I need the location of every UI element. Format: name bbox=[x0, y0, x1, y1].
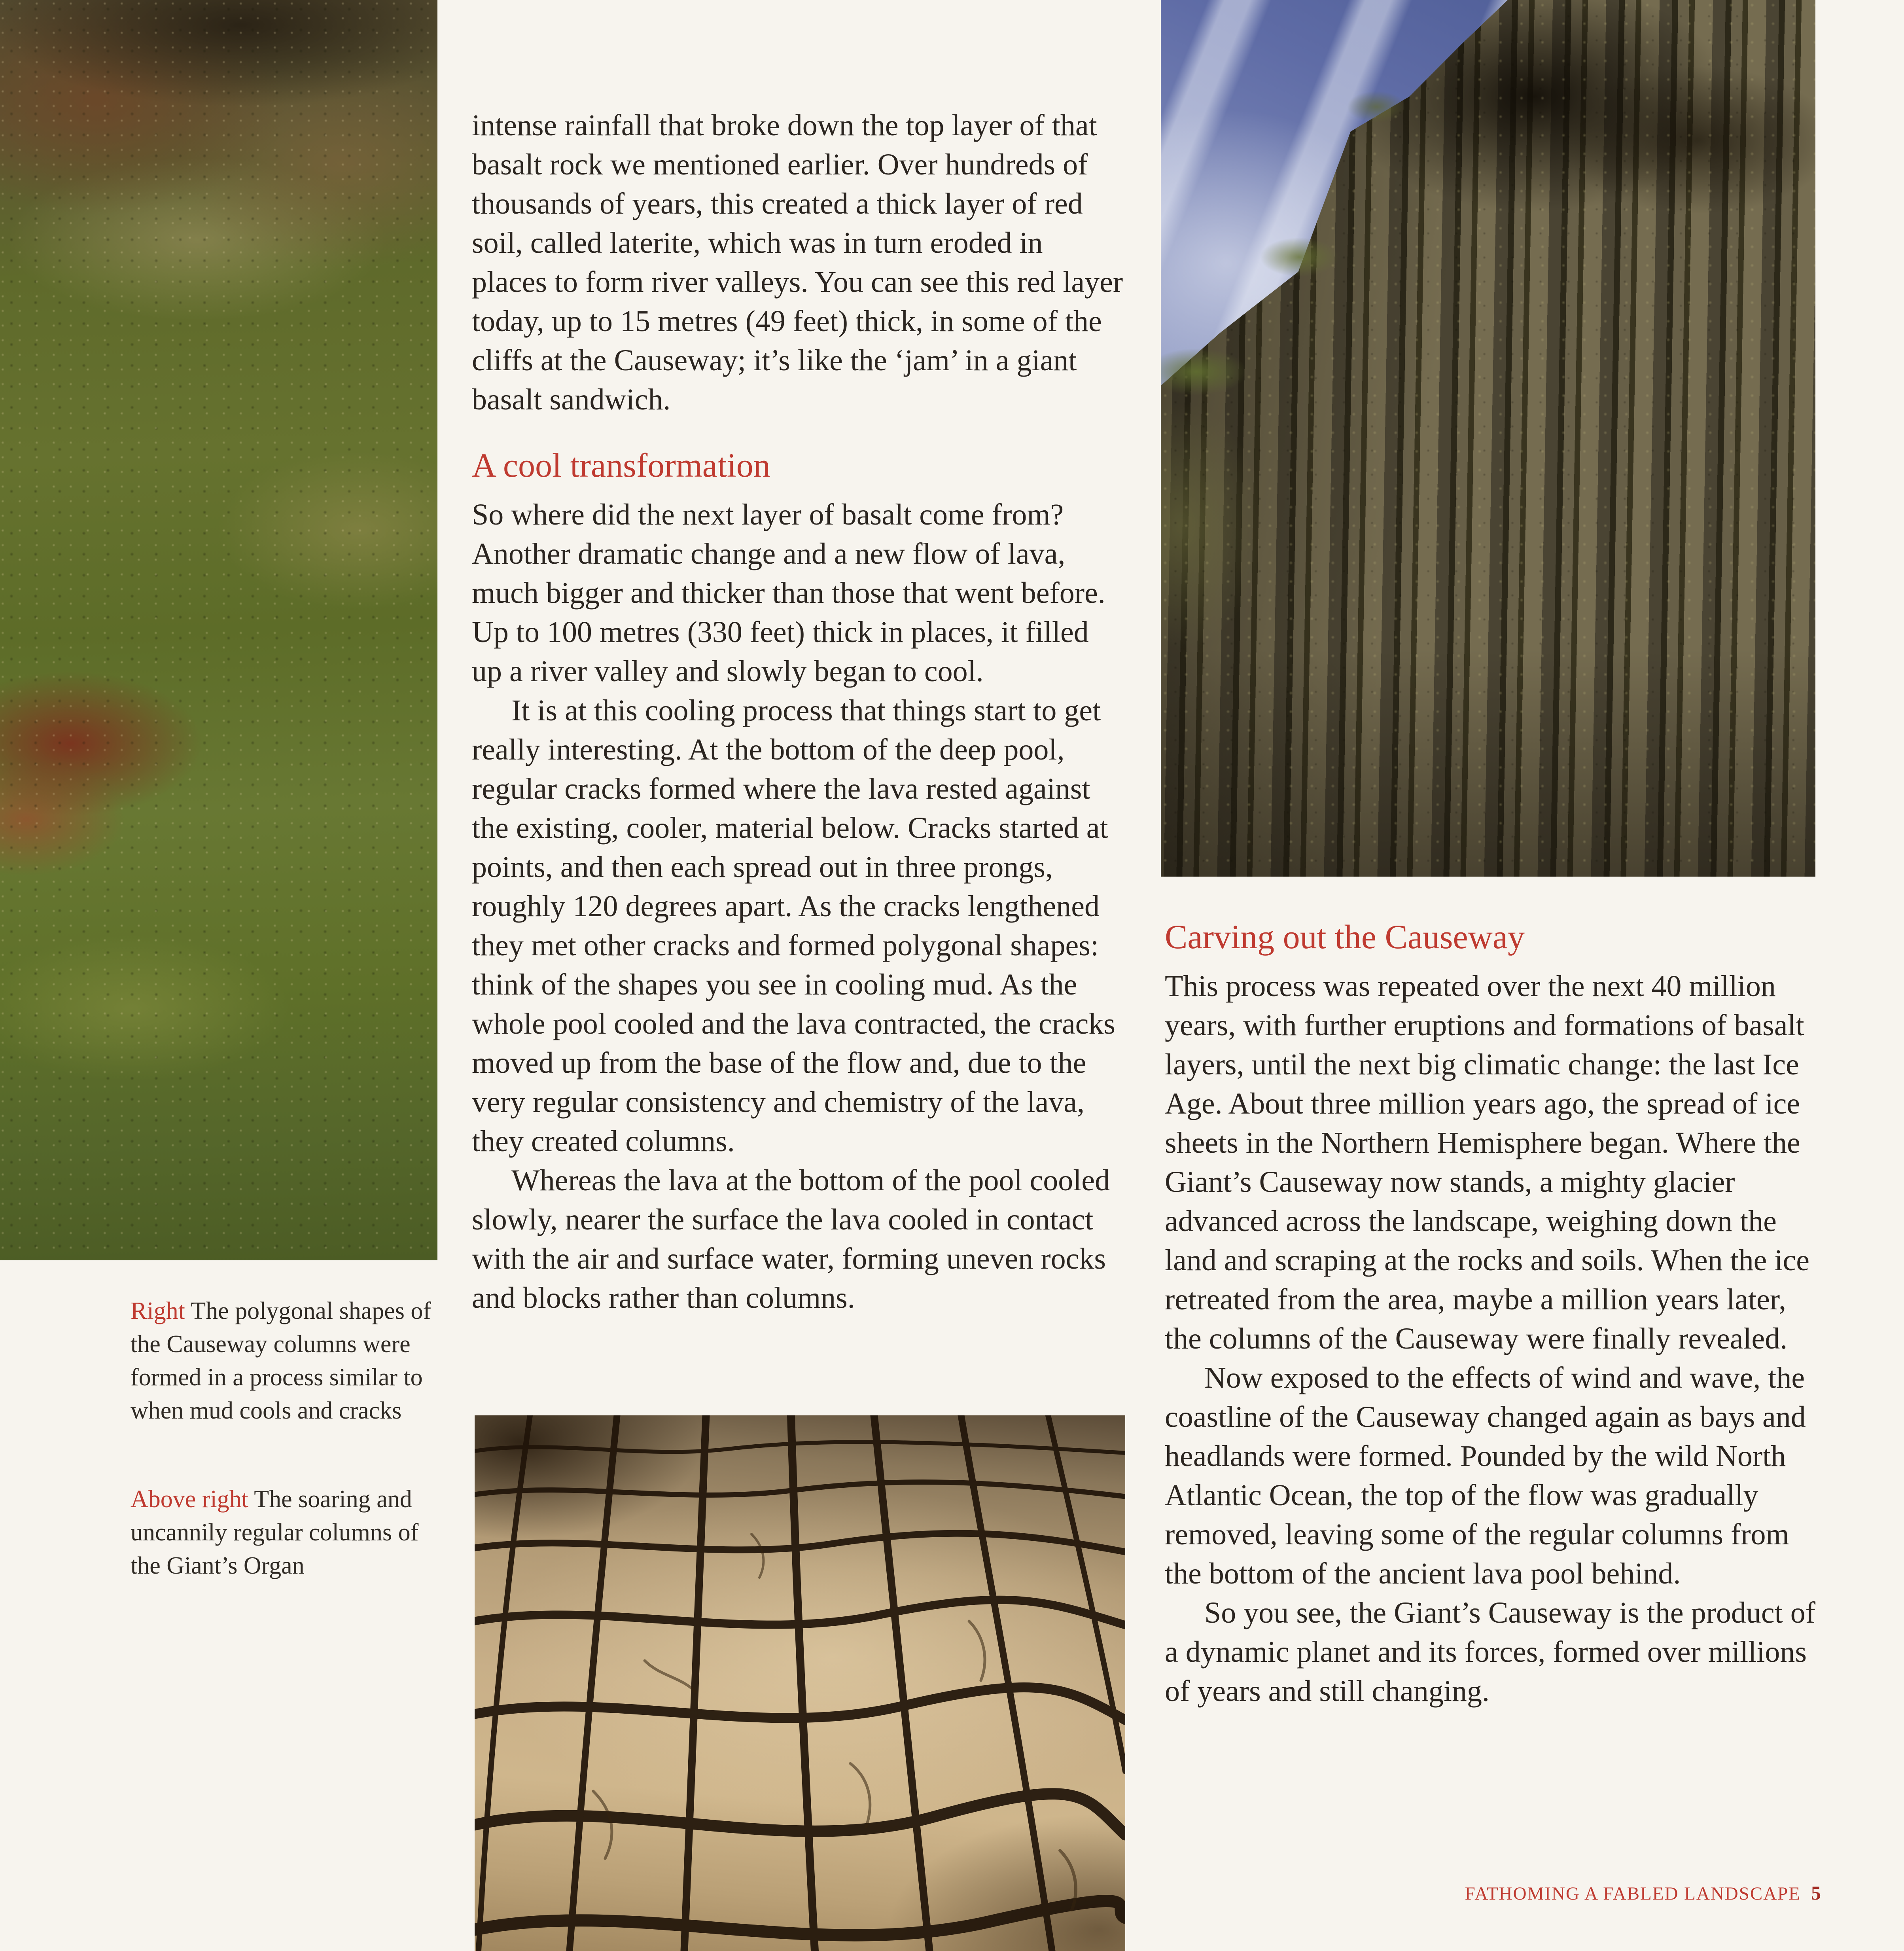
right-text-column bbox=[1165, 917, 1817, 1711]
page-footer bbox=[1465, 1881, 1822, 1904]
caption-text: The polygonal shapes of the Causeway columns were formed in a process similar to when mud cools and cracks bbox=[131, 1298, 432, 1424]
grass-tuft bbox=[1347, 91, 1406, 123]
grass-tuft bbox=[1260, 237, 1339, 277]
footer-page-number: 5 bbox=[1811, 1882, 1822, 1904]
caption-above-right bbox=[131, 1483, 439, 1582]
caption-text: The soaring and uncannily regular columns of the Giant’s Organ bbox=[131, 1486, 419, 1579]
body-paragraph: Now exposed to the effects of wind and wave, the coastline of the Causeway changed again as bays and headlands were formed. Pounded by the wild North Atlantic Ocean, the top of the flow was gradually removed, leaving some of the regular columns from the bottom of the ancient lava pool behind. bbox=[1165, 1361, 1806, 1590]
mud-cracks-illustration bbox=[475, 1415, 1125, 1951]
giants-organ-photo bbox=[1161, 0, 1815, 877]
section-heading-carving-causeway: Carving out the Causeway bbox=[1165, 918, 1525, 956]
middle-text-column bbox=[472, 106, 1124, 1318]
section-heading-cool-transformation: A cool transformation bbox=[472, 446, 770, 484]
body-paragraph: So you see, the Giant’s Causeway is the product of a dynamic planet and its forces, formed over millions of years and still changing. bbox=[1165, 1596, 1816, 1708]
body-paragraph: So where did the next layer of basalt come from? Another dramatic change and a new flow of lava, much bigger and thicker than those that went before. Up to 100 metres (330 feet) thick in places, it filled up a river valley and slowly began to cool. bbox=[472, 498, 1105, 688]
cracked-mud-photo bbox=[475, 1415, 1125, 1951]
body-paragraph: Whereas the lava at the bottom of the pool cooled slowly, nearer the surface the lava cooled in contact with the air and surface water, forming uneven rocks and blocks rather than columns. bbox=[472, 1164, 1110, 1315]
footer-running-title: FATHOMING A FABLED LANDSCAPE bbox=[1465, 1883, 1801, 1904]
caption-lead: Right bbox=[131, 1298, 185, 1324]
continued-paragraph: intense rainfall that broke down the top layer of that basalt rock we mentioned earlier. Over hundreds of thousands of years, this created a thick layer of red soil, called laterite, which was in turn eroded in places to form river valleys. You can see this red layer today, up to 15 metres (49 feet) thick, in some of the cliffs at the Causeway; it’s like the ‘jam’ in a giant basalt sandwich. bbox=[472, 109, 1123, 416]
caption-lead: Above right bbox=[131, 1486, 248, 1513]
basalt-columns-rock-face bbox=[1161, 0, 1815, 877]
caption-right bbox=[131, 1294, 439, 1427]
cliff-photo bbox=[0, 0, 437, 1260]
body-paragraph: It is at this cooling process that things start to get really interesting. At the bottom of the deep pool, regular cracks formed where the lava rested against the existing, cooler, material below. Cracks started at points, and then each spread out in three prongs, roughly 120 degrees apart. As the cracks lengthened they met other cracks and formed polygonal shapes: think of the shapes you see in cooling mud. As the whole pool cooled and the lava contracted, the cracks moved up from the base of the flow and, due to the very regular consistency and chemistry of the lava, they created columns. bbox=[472, 694, 1115, 1158]
body-paragraph: This process was repeated over the next 40 million years, with further eruptions and formations of basalt layers, until the next big climatic change: the last Ice Age. About three million years ago, the spread of ice sheets in the Northern Hemisphere began. Where the Giant’s Causeway now stands, a mighty glacier advanced across the landscape, weighing down the land and scraping at the rocks and soils. When the ice retreated from the area, maybe a million years later, the columns of the Causeway were finally revealed. bbox=[1165, 970, 1809, 1355]
